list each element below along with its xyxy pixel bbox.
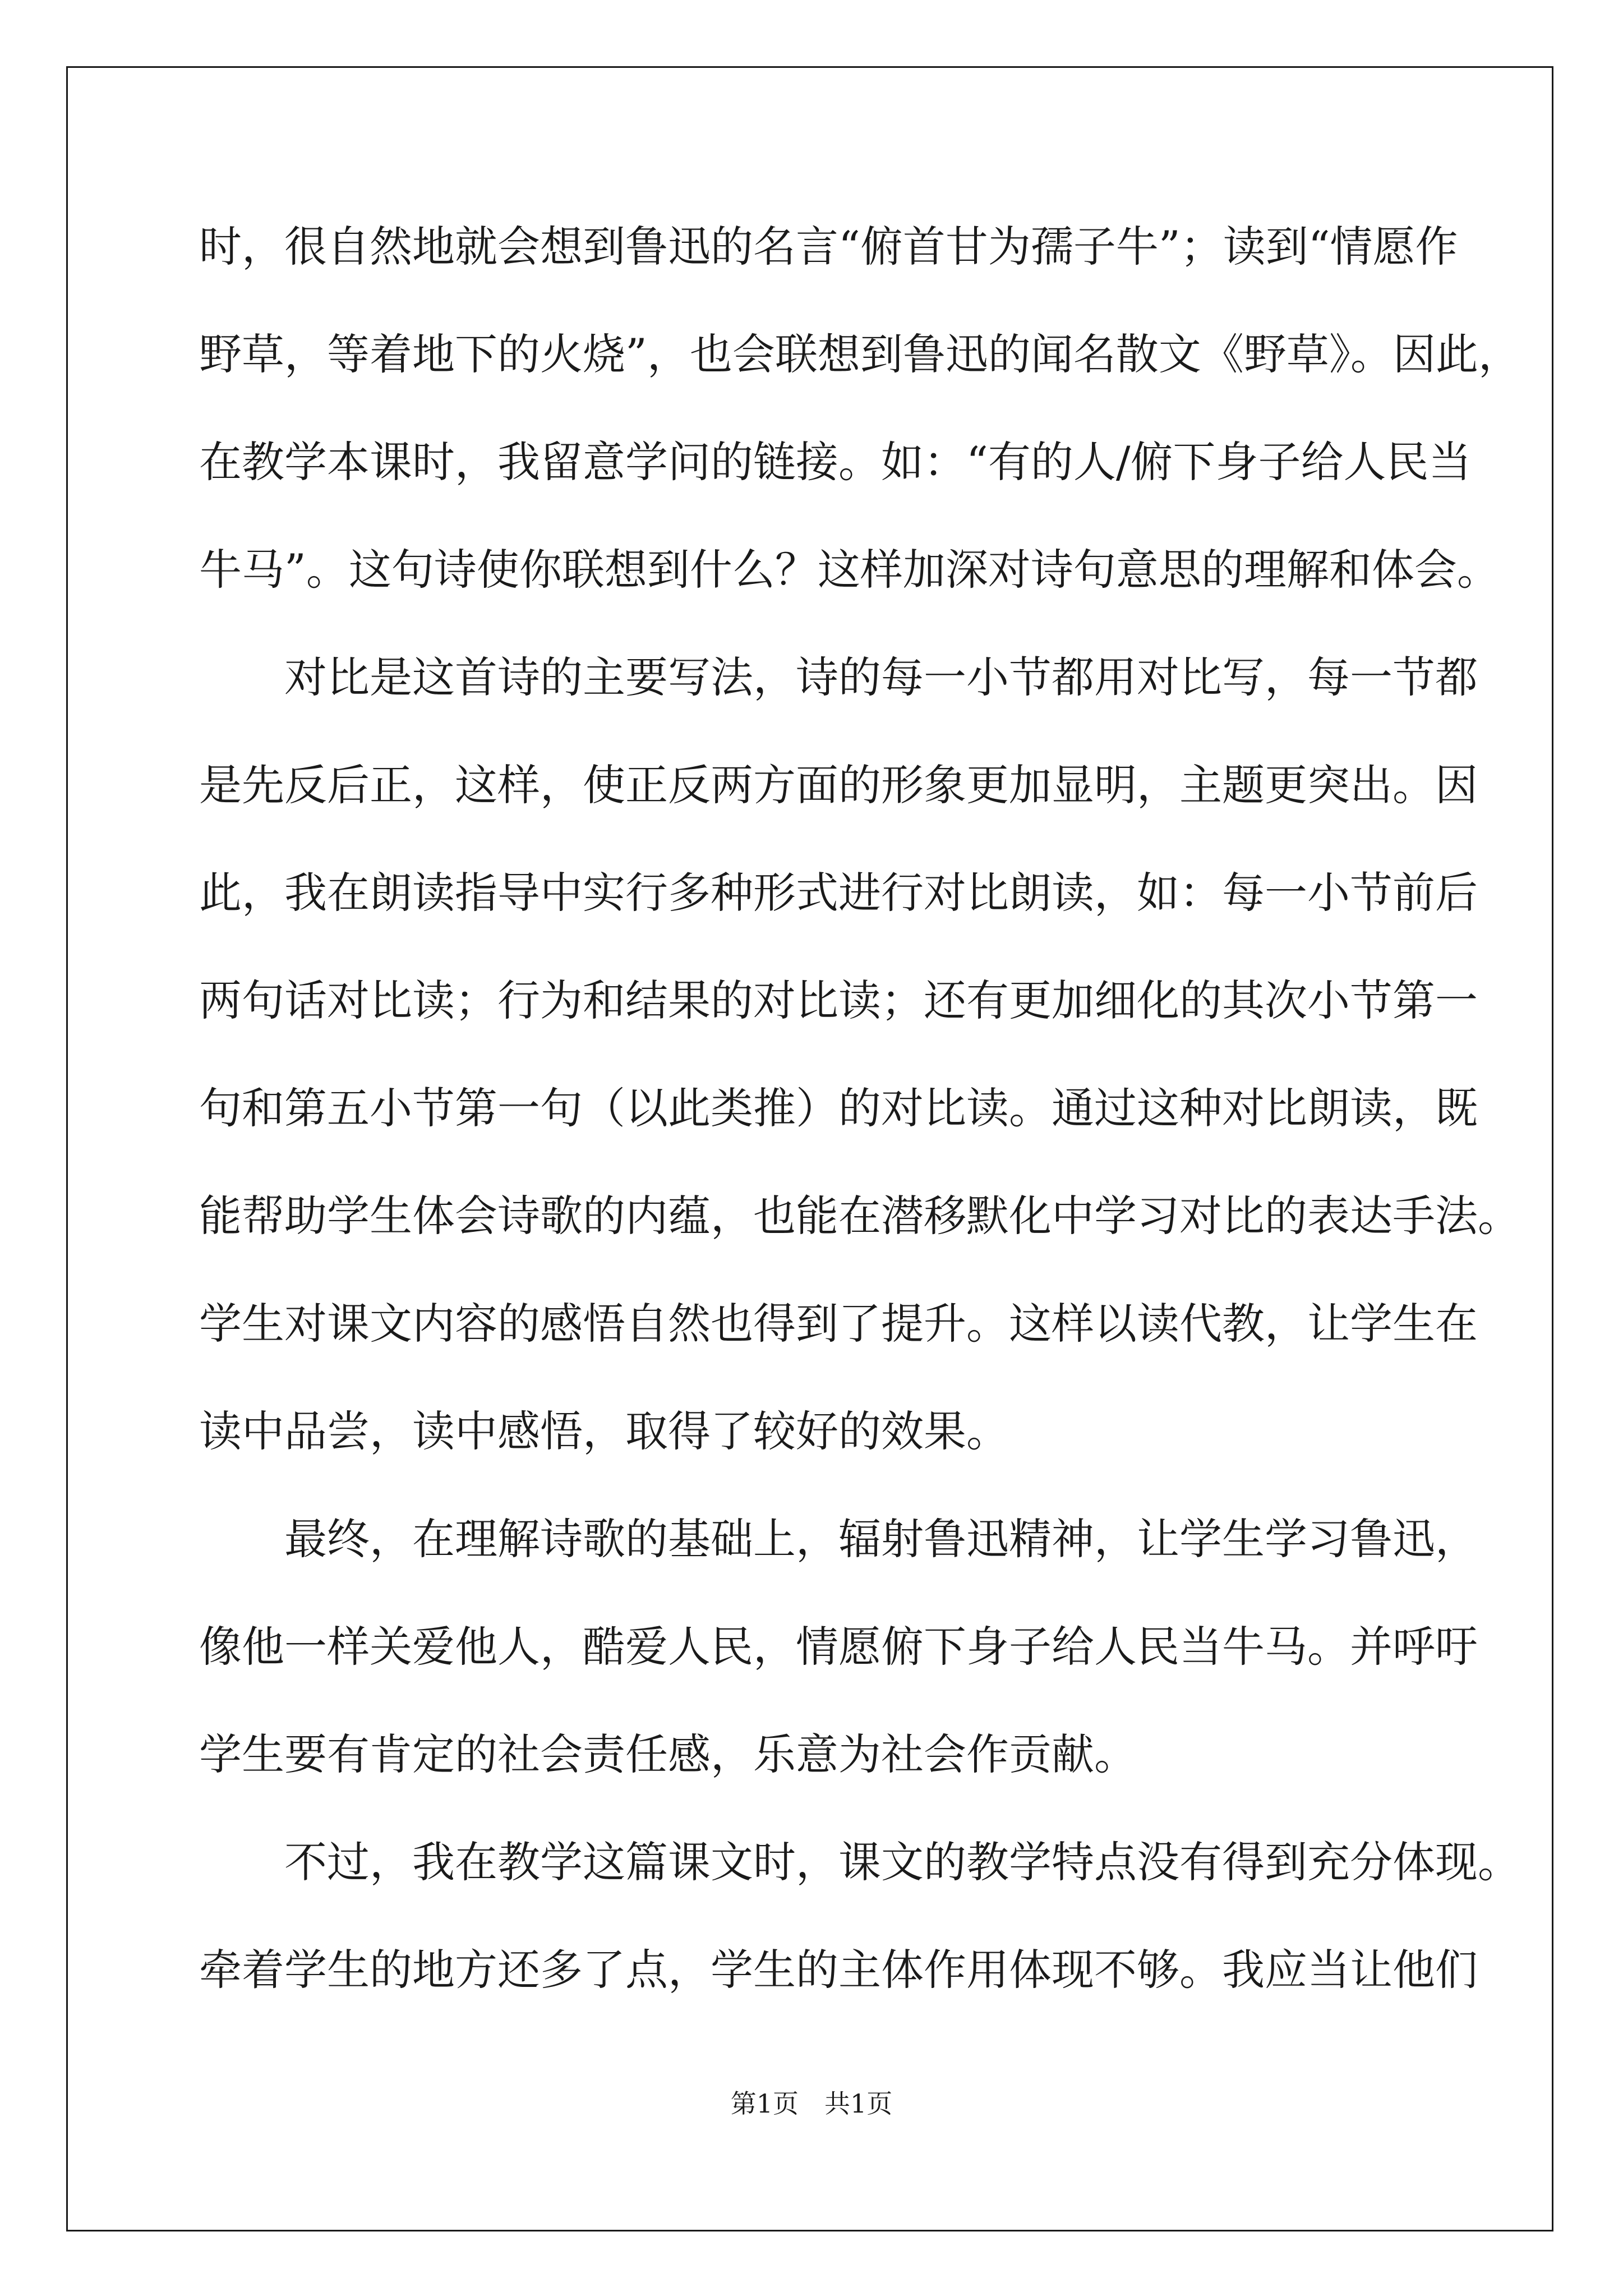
paragraph-first-line: 不过，我在教学这篇课文时，课文的教学特点没有得到充分体现。 [284,1837,1520,1887]
text-line: 野草，等着地下的火烧”，也会联想到鲁迅的闻名散文《野草》。因此， [199,329,1521,379]
text-line: 是先反后正，这样，使正反两方面的形象更加显明，主题更突出。因 [199,760,1478,810]
paragraph-first-line: 最终，在理解诗歌的基础上，辐射鲁迅精神，让学生学习鲁迅， [284,1514,1478,1564]
document-body [199,213,1521,2044]
text-line: 句和第五小节第一句（以此类推）的对比读。通过这种对比朗读，既 [199,1083,1478,1133]
page-number-footer: 第1页 共1页 [730,2088,893,2119]
text-line: 读中品尝，读中感悟，取得了较好的效果。 [199,1406,1009,1456]
text-line: 两句话对比读；行为和结果的对比读；还有更加细化的其次小节第一 [199,976,1478,1025]
text-line: 像他一样关爱他人，酷爱人民，情愿俯下身子给人民当牛马。并呼吁 [199,1622,1478,1672]
text-line: 此，我在朗读指导中实行多种形式进行对比朗读，如：每一小节前后 [199,868,1478,918]
paragraph-first-line: 对比是这首诗的主要写法，诗的每一小节都用对比写，每一节都 [284,652,1478,702]
text-line: 牛马”。这句诗使你联想到什么？这样加深对诗句意思的理解和体会。 [199,545,1500,595]
text-line: 学生对课文内容的感悟自然也得到了提升。这样以读代教，让学生在 [199,1299,1478,1349]
text-line: 能帮助学生体会诗歌的内蕴，也能在潜移默化中学习对比的表达手法。 [199,1191,1520,1241]
text-line: 学生要有肯定的社会责任感，乐意为社会作贡献。 [199,1729,1137,1779]
text-line: 在教学本课时，我留意学问的链接。如：“有的人/俯下身子给人民当 [199,437,1472,487]
text-line: 时，很自然地就会想到鲁迅的名言“俯首甘为孺子牛”；读到“情愿作 [199,222,1458,272]
text-line: 牵着学生的地方还多了点，学生的主体作用体现不够。我应当让他们 [199,1945,1478,1995]
